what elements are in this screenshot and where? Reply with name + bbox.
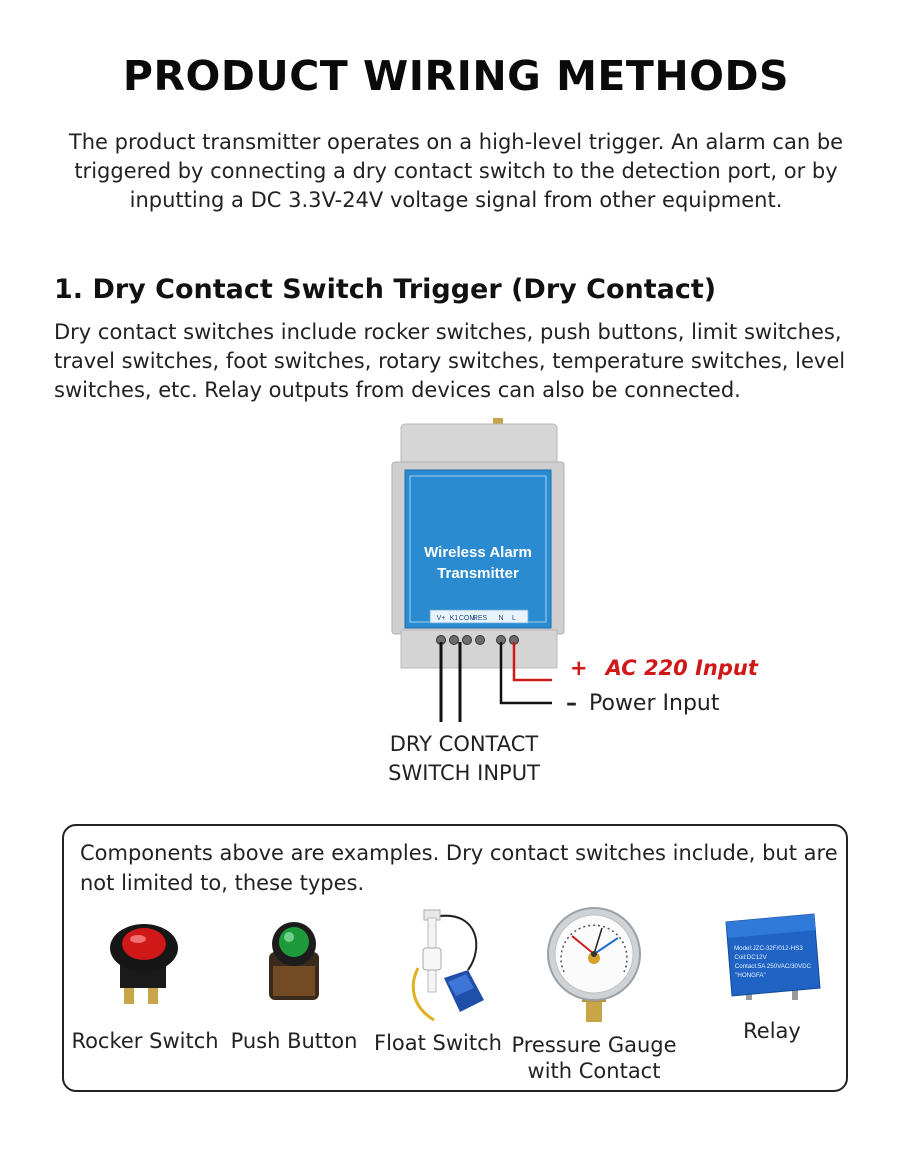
power-input-text: Power Input xyxy=(589,691,720,716)
device-label-line1: Wireless Alarm xyxy=(424,544,532,561)
push-button-icon xyxy=(259,918,329,1012)
pressure-gauge-icon xyxy=(542,906,646,1028)
rocker-switch-label: Rocker Switch xyxy=(71,1029,219,1053)
relay-icon xyxy=(720,910,824,1004)
power-input-label xyxy=(566,691,719,716)
relay-print-line: Contact:5A 250VAC/30VDC xyxy=(734,963,812,970)
component-float-switch xyxy=(368,908,508,1056)
terminal-label: K1 xyxy=(449,615,459,622)
page-title: PRODUCT WIRING METHODS xyxy=(122,52,790,100)
terminal-label: N xyxy=(498,615,504,622)
terminal-label: COM xyxy=(458,615,476,622)
relay-print-line: Model:JZC-32F/012-HS3 xyxy=(734,945,803,952)
terminal-screw xyxy=(463,636,472,645)
section-description: Dry contact switches include rocker switches, push buttons, limit switches, travel switches, foot switches, rotary switches, temperature switches, level switches, etc. Relay outputs from devices can also be connected. xyxy=(54,320,846,402)
component-pressure-gauge xyxy=(508,906,680,1084)
float-switch-icon xyxy=(388,908,488,1024)
examples-note: Components above are examples. Dry contact switches include, but are not limited to, these types. xyxy=(80,841,838,895)
dry-contact-line2: SWITCH INPUT xyxy=(388,761,540,785)
pressure-gauge-label-line2: with Contact xyxy=(527,1059,661,1083)
relay-print-line: "HONGFA" xyxy=(735,972,766,979)
intro-paragraph: The product transmitter operates on a high-level trigger. An alarm can be triggered by connecting a dry contact switch to the detection port, or by inputting a DC 3.3V-24V voltage signal from other equipment. xyxy=(68,130,844,212)
terminal-label: V+ xyxy=(436,615,446,622)
pressure-gauge-label-line1: Pressure Gauge xyxy=(511,1033,677,1057)
component-rocker-switch xyxy=(70,912,220,1054)
relay-print-line: Coil:DC12V xyxy=(734,954,767,961)
transmitter-device xyxy=(392,424,564,668)
rocker-switch-icon xyxy=(100,912,190,1012)
plus-sign: + xyxy=(570,656,588,680)
section-heading: 1. Dry Contact Switch Trigger (Dry Contact) xyxy=(54,274,717,305)
terminal-label: RES xyxy=(472,615,488,622)
terminal-screw xyxy=(476,636,485,645)
ac-input-text: AC 220 Input xyxy=(605,656,758,680)
device-label-line2: Transmitter xyxy=(437,565,519,582)
component-push-button xyxy=(224,918,364,1054)
ac-input-label xyxy=(570,656,758,680)
terminal-screw xyxy=(450,636,459,645)
relay-label: Relay xyxy=(743,1019,801,1043)
float-switch-label: Float Switch xyxy=(374,1031,502,1055)
dry-contact-line1: DRY CONTACT xyxy=(389,732,539,756)
dry-contact-label xyxy=(364,730,564,788)
terminal-label: L xyxy=(512,615,516,622)
minus-sign: – xyxy=(566,691,577,716)
component-relay xyxy=(706,910,838,1044)
push-button-label: Push Button xyxy=(230,1029,358,1053)
